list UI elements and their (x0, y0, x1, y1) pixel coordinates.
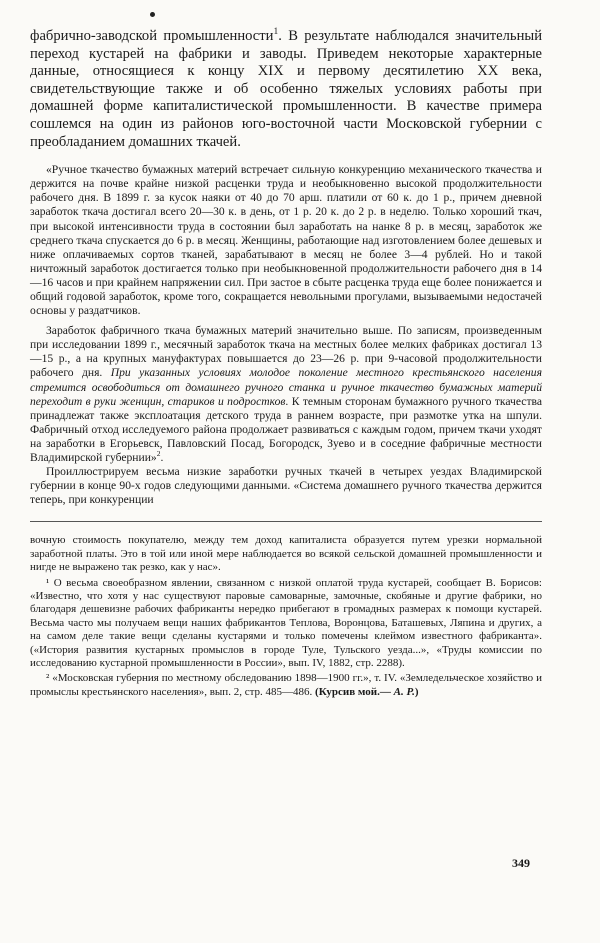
page-content (30, 28, 542, 699)
footnote-1: ¹ О весьма своеобразном явлении, связанном с низкой оплатой труда кустарей, сообщает В. Борисов: «Известно, что хотя у нас существуют паровые самоварные, замочные, скобяные и другие фабрики, но благодаря дешевизне рабочих фабриканты нередко прибегают в громадных размерах к помощи кустарей. Весьма часто мы получаем вещи наших фабрикантов Теплова, Воронцова, Баташевых, Ляпина и других, а на самом деле такие вещи сделаны кустарями и только помечены клеймом известного фабриканта». («История развития кустарных промыслов в городе Туле, Тульского уезда...», «Труды комиссии по исследованию кустарной промышленности в России», вып. IV, 1882, стр. 2288). (30, 576, 542, 670)
quote-paragraph-2 (30, 324, 542, 465)
body-paragraph: Проиллюстрируем весьма низкие заработки ручных ткачей в четырех уездах Владимирской губернии в конце 90-х годов следующими данными. «Система домашнего ручного ткачества держится теперь, при конкуренции (30, 465, 542, 507)
footnote-continuation: вочную стоимость покупателю, между тем доход капиталиста образуется путем урезки нормальной заработной платы. Это в той или иной мере наблюдается во всякой сельской домашней промышленности и нигде не выражено так резко, как у нас». (30, 534, 542, 574)
footnote-2-close: ) (414, 685, 419, 698)
main-text-end: . В результате наблюдался значительный переход кустарей на фабрики и заводы. Приведем некоторые характерные данные, относящиеся к концу XIX и первому десятилетию XX века, свидетельствующие также и об особенно тяжелых условиях работы при домашней форме капиталистической промышленности. В качестве примера сошлемся на один из районов юго-восточной части Московской губернии с преобладанием домашних ткачей. (30, 28, 543, 150)
quote-2-italic: При указанных условиях молодое поколение местного крестьянского населения стремится освободиться от домашнего ручного станка и ручное ткачество бумажных материй переходит в руки женщин, стариков и подростков (30, 366, 542, 408)
quote-2-end: . К темным сторонам бумажного ручного ткачества принадлежат также эксплоатация детского труда в раннем возрасте, при размотке утка на шпули. Фабричный отход исследуемого района продолжает развиваться с каждым годом, причем ткачи уходят на заработки в Егорьевск, Павловский Посад, Богородск, Зуево и в соседние фабричные местности Владимирской губернии» (30, 394, 542, 465)
footnote-2-emphasis-note: (Курсив мой.— (315, 685, 391, 698)
ink-mark (150, 12, 155, 17)
footnote-ref-2[interactable]: 2 (156, 449, 161, 459)
footnote-ref-1[interactable]: 1 (273, 27, 279, 38)
quote-paragraph-1: «Ручное ткачество бумажных материй встречает сильную конкуренцию механического ткачества и держится на почве крайне низкой расценки труда и необыкновенно высокой продолжительности рабочего дня. В 1899 г. за кусок наяки от 40 до 70 арш. платили от 60 к. до 1 р., причем дневной заработок ткача достигал всего 20—30 к. в день, от 1 р. 20 к. до 2 р. в неделю. Только хороший ткач, при высокой интенсивности труда в состоянии был заработать на нанке 8 р. в месяц, заработок же среднего ткача спускается до 6 р. в месяц. Женщины, работающие над изготовлением более дешевых и ниже оплачиваемых сортов тканей, зарабатывают в месяц не более 3—4 рублей. Но и такой ничтожный заработок достигается только при необыкновенной продолжительности рабочего дня в 14—16 часов и при крайнем напряжении сил. При застое в сбыте расценка труда еще более понижается и общий годовой заработок, кроме того, сокращается невольными прогулами, вызываемыми недостачей основы у раздатчиков. (30, 163, 542, 318)
quote-2-start: Заработок фабричного ткача бумажных материй значительно выше. По записям, произведенным при исследовании 1899 г., месячный заработок ткача на местных более мелких фабриках достигал 13—15 р., а на крупных мануфактурах повышается до 23—26 р. при 9-часовой продолжительности рабочего дня. (30, 324, 542, 380)
footnote-2-text: ² «Московская губерния по местному обследованию 1898—1900 гг.», т. IV. «Земледельческое хозяйство и промыслы крестьянского населения», вып. 2, стр. 485—486. (30, 672, 542, 698)
quote-2-tail: . (160, 451, 164, 465)
footnote-2 (30, 672, 542, 699)
main-text-start: фабрично-заводской промышленности (30, 28, 274, 44)
page-number: 349 (512, 856, 530, 870)
footnote-divider (30, 521, 542, 522)
footnote-2-author: А. Р. (390, 685, 415, 698)
main-paragraph (30, 28, 542, 151)
